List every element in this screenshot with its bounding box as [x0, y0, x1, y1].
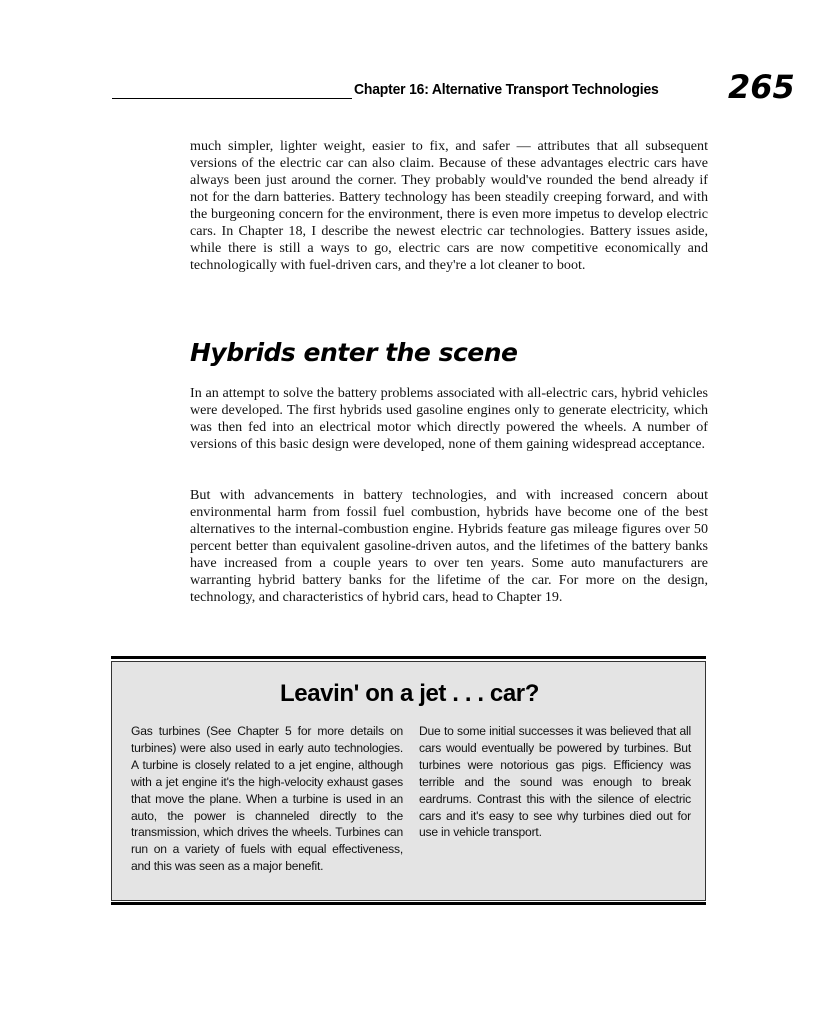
page-number: 265	[728, 68, 795, 106]
sidebar-panel	[111, 661, 706, 901]
chapter-title: Chapter 16: Alternative Transport Technologies	[354, 81, 659, 98]
sidebar-top-rule	[111, 656, 706, 659]
hybrids-paragraph-1: In an attempt to solve the battery problems associated with all-electric cars, hybrid vehicles were developed. The first hybrids used gasoline engines only to generate electricity, which was then fed into an electrical motor which directly powered the wheels. A number of versions of this basic design were developed, none of them gaining widespread acceptance.	[190, 385, 708, 452]
section-heading: Hybrids enter the scene	[190, 338, 518, 367]
sidebar-title: Leavin' on a jet . . . car?	[280, 680, 539, 707]
sidebar-left-column: Gas turbines (See Chapter 5 for more details on turbines) were also used in early auto technologies. A turbine is closely related to a jet engine, although with a jet engine it's the high-velocity exhaust gases that move the plane. When a turbine is used in an auto, the power is channeled directly to the transmission, which drives the wheels. Turbines can run on a variety of fuels with equal effectiveness, and this was seen as a major benefit.	[131, 724, 403, 874]
sidebar-bottom-rule	[111, 902, 706, 905]
hybrids-paragraph-2: But with advancements in battery technologies, and with increased concern about environmental harm from fossil fuel combustion, hybrids have become one of the best alternatives to the internal-combustion engine. Hybrids feature gas mileage figures over 50 percent better than equivalent gasoline-driven autos, and the lifetimes of the battery banks have increased from a couple years to over ten years. Some auto manufacturers are warranting hybrid battery banks for the lifetime of the car. For more on the design, technology, and characteristics of hybrid cars, head to Chapter 19.	[190, 487, 708, 605]
intro-paragraph: much simpler, lighter weight, easier to fix, and safer — attributes that all subsequent versions of the electric car can also claim. Because of these advantages electric cars have always been just around the corner. They probably would've rounded the bend already if not for the darn batteries. Battery technology has been steadily creeping forward, and with the burgeoning concern for the environment, there is even more impetus to develop electric cars. In Chapter 18, I describe the newest electric car technologies. Battery issues aside, while there is still a ways to go, electric cars are now competitive economically and technologically with fuel-driven cars, and they're a lot cleaner to boot.	[190, 138, 708, 273]
sidebar-box	[111, 656, 706, 906]
header-rule	[112, 98, 352, 99]
sidebar-right-column: Due to some initial successes it was believed that all cars would eventually be powered by turbines. But turbines were notorious gas pigs. Efficiency was terrible and the sound was enough to break eardrums. Contrast this with the silence of electric cars and it's easy to see why turbines died out for use in vehicle transport.	[419, 724, 691, 840]
